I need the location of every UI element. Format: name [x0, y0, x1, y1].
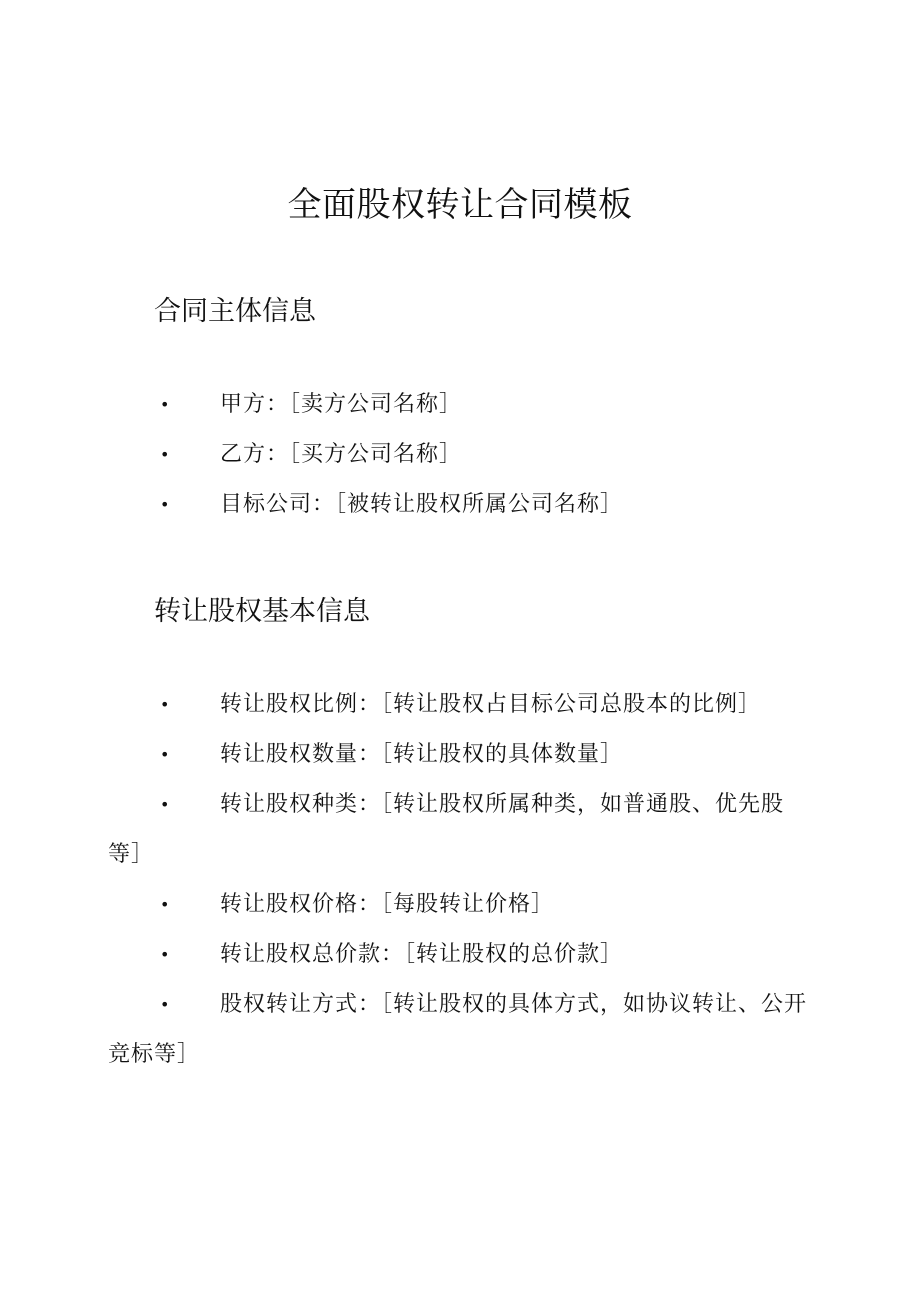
bullet-icon: •	[160, 995, 171, 1014]
bullet-icon: •	[160, 745, 171, 764]
contract-parties-list	[0, 380, 920, 530]
list-item-text: 转让股权价格：［每股转让价格］	[220, 892, 555, 917]
section-heading-equity-info: 转让股权基本信息	[154, 596, 370, 627]
bullet-icon: •	[160, 895, 171, 914]
list-item-text: 乙方：［买方公司名称］	[220, 442, 463, 467]
bullet-icon: •	[160, 945, 171, 964]
bullet-icon: •	[160, 795, 171, 814]
list-item-text: 转让股权种类：［转让股权所属种类，如普通股、优先股等］	[108, 792, 785, 867]
bullet-icon: •	[160, 695, 171, 714]
list-item-party-a	[0, 380, 808, 430]
list-item-equity-total-price	[0, 930, 808, 980]
list-item-text: 甲方：［卖方公司名称］	[220, 392, 463, 417]
document-title: 全面股权转让合同模板	[287, 185, 633, 225]
section-heading-contract-parties: 合同主体信息	[154, 296, 316, 327]
list-item-equity-price	[0, 880, 808, 930]
list-item-equity-quantity	[0, 730, 808, 780]
list-item-transfer-method	[0, 980, 808, 1080]
list-item-target-company	[0, 480, 808, 530]
bullet-icon: •	[160, 395, 171, 414]
list-item-text: 转让股权比例：［转让股权占目标公司总股本的比例］	[220, 692, 762, 717]
bullet-icon: •	[160, 495, 171, 514]
list-item-party-b	[0, 430, 808, 480]
bullet-icon: •	[160, 445, 171, 464]
list-item-text: 转让股权数量：［转让股权的具体数量］	[220, 742, 624, 767]
equity-info-list	[0, 680, 920, 1080]
list-item-text: 转让股权总价款：［转让股权的总价款］	[220, 942, 624, 967]
list-item-text: 股权转让方式：［转让股权的具体方式，如协议转让、公开竞标等］	[108, 992, 808, 1067]
list-item-equity-type	[0, 780, 808, 880]
list-item-text: 目标公司：［被转让股权所属公司名称］	[220, 492, 624, 517]
list-item-equity-ratio	[0, 680, 808, 730]
